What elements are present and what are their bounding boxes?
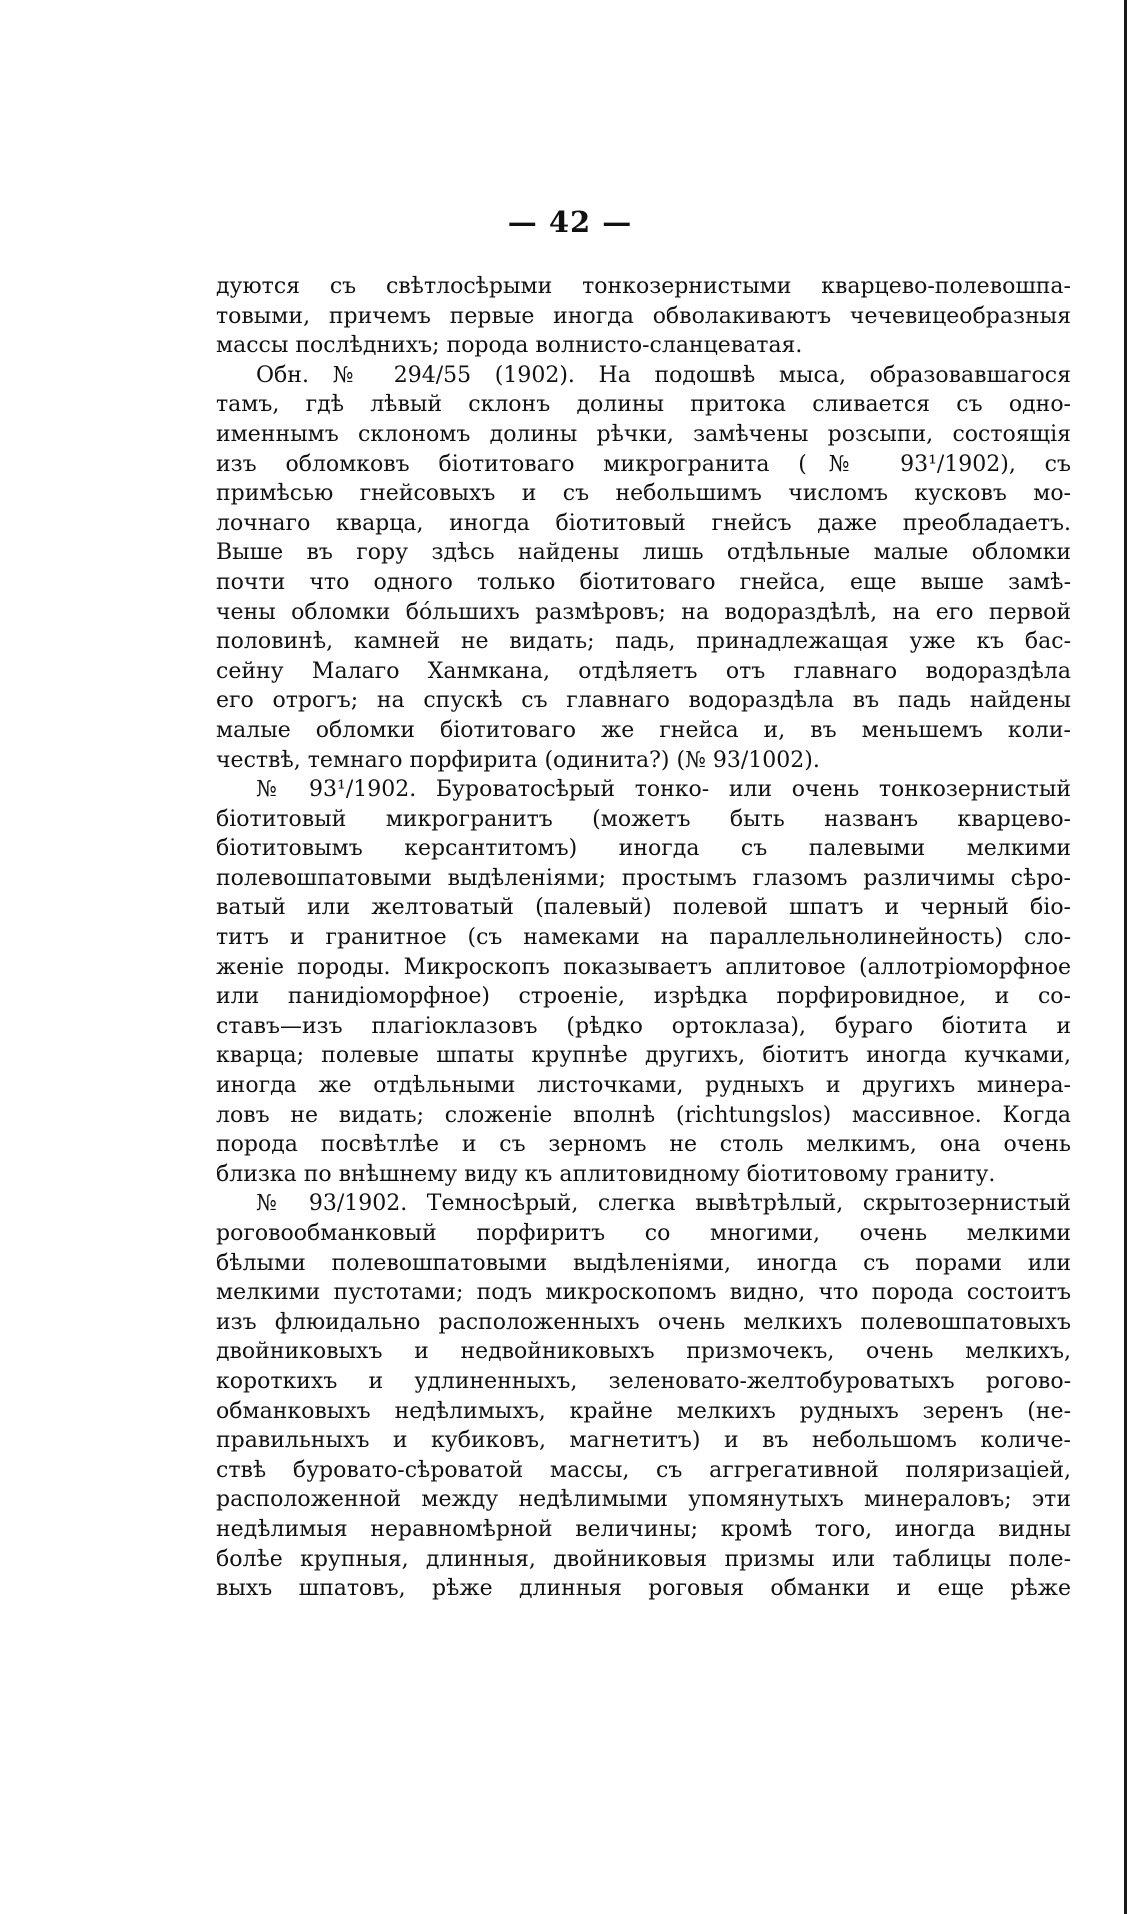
text-line: ватый или желтоватый (палевый) полевой шпатъ и черный біо- [216, 895, 1071, 921]
text-line: лочнаго кварца, иногда біотитовый гнейсъ даже преобладаетъ. [216, 510, 1071, 536]
text-line: массы послѣднихъ; порода волнисто-сланцеватая. [216, 333, 803, 359]
text-line: или панидіоморфное) строеніе, изрѣдка порфировидное, и со- [216, 984, 1071, 1010]
text-line: двойниковыхъ и недвойниковыхъ призмочекъ, очень мелкихъ, [216, 1339, 1071, 1365]
text-line: сейну Малаго Ханмкана, отдѣляетъ отъ главнаго водораздѣла [216, 658, 1071, 684]
text-line: ставъ—изъ плагіоклазовъ (рѣдко ортоклаза), бураго біотита и [216, 1013, 1071, 1039]
text-line: № 93/1902. Темносѣрый, слегка вывѣтрѣлый, скрытозернистый [256, 1191, 1071, 1217]
text-line: иногда же отдѣльными листочками, рудныхъ и другихъ минера- [216, 1073, 1071, 1099]
text-line: короткихъ и удлиненныхъ, зеленовато-желтобуроватыхъ рогово- [216, 1368, 1071, 1394]
text-line: болѣе крупныя, длинныя, двойниковыя призмы или таблицы поле- [216, 1546, 1071, 1572]
text-line: ловъ не видать; сложеніе вполнѣ (richtungslos) массивное. Когда [216, 1102, 1071, 1128]
page-edge-line [1124, 0, 1127, 1914]
text-line: примѣсью гнейсовыхъ и съ небольшимъ числомъ кусковъ мо- [216, 481, 1071, 507]
text-line: именнымъ склономъ долины рѣчки, замѣчены розсыпи, состоящія [216, 421, 1071, 447]
text-line: титъ и гранитное (съ намеками на параллельнолинейность) сло- [216, 925, 1071, 951]
text-line: бѣлыми полевошпатовыми выдѣленіями, иногда съ порами или [216, 1250, 1071, 1276]
text-line: № 93¹/1902. Буроватосѣрый тонко- или очень тонкозернистый [256, 777, 1071, 803]
text-line: почти что одного только біотитоваго гнейса, еще выше замѣ- [216, 569, 1071, 595]
text-line: біотитовый микрогранитъ (можетъ быть названъ кварцево- [216, 806, 1071, 832]
text-line: мелкими пустотами; подъ микроскопомъ видно, что порода состоитъ [216, 1280, 1071, 1306]
text-line: біотитовымъ керсантитомъ) иногда съ палевыми мелкими [216, 836, 1071, 862]
page-number: — 42 — [507, 205, 633, 239]
text-line: кварца; полевые шпаты крупнѣе другихъ, біотитъ иногда кучками, [216, 1043, 1071, 1069]
text-line: чествѣ, темнаго порфирита (одинита?) (№ 93/1002). [216, 747, 820, 773]
text-line: роговообманковый порфиритъ со многими, очень мелкими [216, 1221, 1071, 1246]
text-line: близка по внѣшнему виду къ аплитовидному біотитовому граниту. [216, 1161, 996, 1187]
text-line: правильныхъ и кубиковъ, магнетитъ) и въ небольшомъ количе- [216, 1428, 1071, 1454]
text-line: ствѣ буровато-сѣроватой массы, съ аггрегативной поляризаціей, [216, 1457, 1071, 1483]
text-line: чены обломки бóльшихъ размѣровъ; на водораздѣлѣ, на его первой [216, 599, 1071, 625]
text-line: недѣлимыя неравномѣрной величины; кромѣ того, иногда видны [216, 1516, 1071, 1542]
text-line: половинѣ, камней не видать; падь, принадлежащая уже къ бас- [216, 629, 1071, 655]
text-line: Обн. № 294/55 (1902). На подошвѣ мыса, образовавшагося [256, 362, 1071, 388]
text-line: дуются съ свѣтлосѣрыми тонкозернистыми кварцево-полевошпа- [216, 274, 1071, 299]
text-line: его отрогъ; на спускѣ съ главнаго водораздѣла въ падь найдены [216, 688, 1071, 714]
text-line: тамъ, гдѣ лѣвый склонъ долины притока сливается съ одно- [216, 392, 1071, 418]
text-line: порода посвѣтлѣе и съ зерномъ не столь мелкимъ, она очень [216, 1132, 1071, 1158]
text-line: малые обломки біотитоваго же гнейса и, въ меньшемъ коли- [216, 717, 1071, 743]
text-line: женіе породы. Микроскопъ показываетъ аплитовое (аллотріоморфное [216, 954, 1071, 980]
text-line: обманковыхъ недѣлимыхъ, крайне мелкихъ рудныхъ зеренъ (не- [216, 1398, 1071, 1424]
text-line: изъ флюидально расположенныхъ очень мелкихъ полевошпатовыхъ [216, 1309, 1071, 1335]
text-line: Выше въ гору здѣсь найдены лишь отдѣльные малые обломки [216, 540, 1071, 566]
body-text [216, 272, 1071, 1604]
text-line: выхъ шпатовъ, рѣже длинныя роговыя обманки и еще рѣже [216, 1576, 1071, 1602]
text-line: изъ обломковъ біотитоваго микрогранита (№ 93¹/1902), съ [216, 451, 1071, 477]
text-line: товыми, причемъ первые иногда обволакиваютъ чечевицеобразныя [216, 303, 1071, 329]
text-line: расположенной между недѣлимыми упомянутыхъ минераловъ; эти [216, 1487, 1071, 1513]
text-line: полевошпатовыми выдѣленіями; простымъ глазомъ различимы сѣро- [216, 865, 1071, 891]
